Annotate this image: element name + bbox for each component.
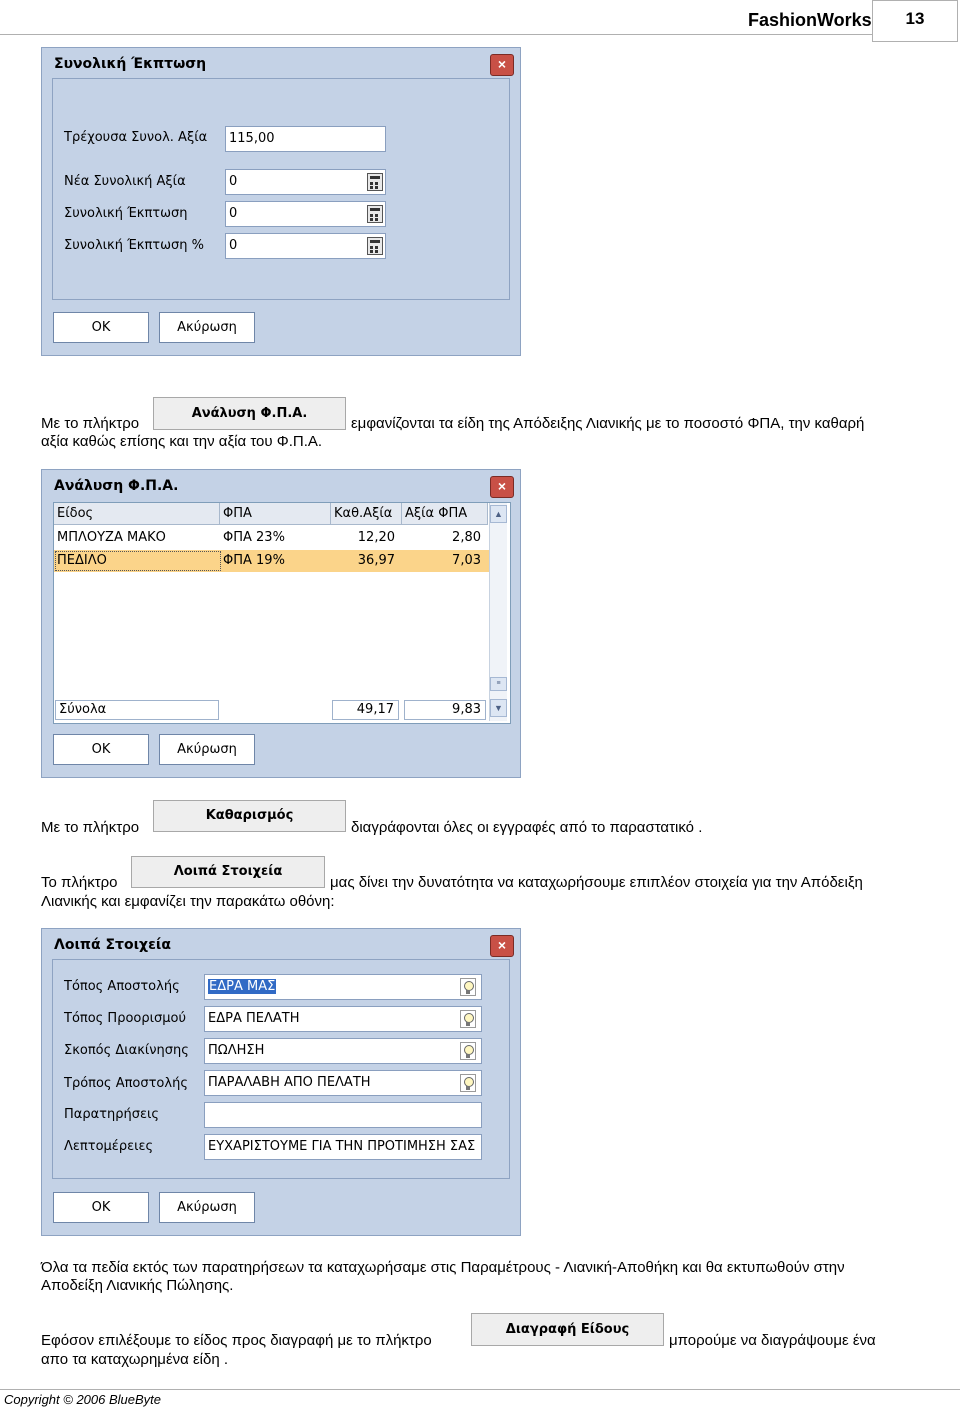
close-icon[interactable]: ×	[490, 935, 514, 957]
remarks-field[interactable]	[204, 1102, 482, 1128]
calculator-icon[interactable]	[367, 173, 383, 191]
lightbulb-icon[interactable]	[460, 1074, 476, 1092]
delete-item-button[interactable]: Διαγραφή Είδους	[471, 1313, 664, 1346]
vat-grid	[53, 502, 511, 724]
other-details-button[interactable]: Λοιπά Στοιχεία	[131, 856, 325, 888]
table-row[interactable]	[54, 527, 489, 549]
other-details-dialog	[41, 928, 521, 1236]
table-cell: ΦΠΑ 19%	[223, 553, 285, 568]
page-number: 13	[872, 0, 958, 42]
shipping-method-label: Τρόπος Αποστολής	[64, 1076, 188, 1091]
vat-analysis-dialog	[41, 469, 521, 778]
vertical-scrollbar[interactable]	[489, 503, 507, 721]
total-discount-field[interactable]: 0	[225, 201, 386, 227]
paragraph-other-before: Το πλήκτρο	[41, 874, 118, 891]
movement-purpose-field[interactable]: ΠΩΛΗΣΗ	[204, 1038, 482, 1064]
lightbulb-icon[interactable]	[460, 1042, 476, 1060]
paragraph-clear-before: Με το πλήκτρο	[41, 819, 140, 836]
calculator-icon[interactable]	[367, 205, 383, 223]
column-header-item[interactable]: Είδος	[54, 503, 220, 525]
paragraph-other-after: μας δίνει την δυνατότητα να καταχωρήσουμε επιπλέον στοιχεία για την Απόδειξη	[330, 874, 863, 891]
ok-button[interactable]: OK	[53, 1192, 149, 1223]
paragraph-other-line2: Λιανικής και εμφανίζει την παρακάτω οθόνη:	[41, 893, 335, 910]
totals-label: Σύνολα	[55, 700, 219, 720]
close-icon[interactable]: ×	[490, 476, 514, 498]
copyright: Copyright © 2006 BlueByte	[4, 1392, 162, 1407]
current-total-label: Τρέχουσα Συνολ. Αξία	[64, 130, 208, 145]
scroll-down-icon[interactable]: ▼	[490, 699, 507, 717]
dispatch-place-field[interactable]	[204, 974, 482, 1000]
selected-text: ΕΔΡΑ ΜΑΣ	[209, 979, 276, 994]
lightbulb-icon[interactable]	[460, 1010, 476, 1028]
column-header-vat-value[interactable]: Αξία ΦΠΑ	[402, 503, 488, 525]
cancel-button[interactable]: Ακύρωση	[159, 734, 255, 765]
paragraph-vat-line2: αξία καθώς επίσης και την αξία του Φ.Π.Α.	[41, 433, 323, 450]
cancel-button[interactable]: Ακύρωση	[159, 312, 255, 343]
table-cell: ΠΕΔΙΛΟ	[57, 553, 107, 568]
table-cell: 7,03	[452, 553, 481, 568]
total-discount-percent-field[interactable]: 0	[225, 233, 386, 259]
dialog-title: Ανάλυση Φ.Π.Α.	[54, 478, 179, 494]
paragraph-vat-after: εμφανίζονται τα είδη της Απόδειξης Λιανικής με το ποσοστό ΦΠΑ, την καθαρή	[351, 415, 865, 432]
lightbulb-icon[interactable]	[460, 978, 476, 996]
table-cell: ΦΠΑ 23%	[223, 530, 285, 545]
new-total-field[interactable]: 0	[225, 169, 386, 195]
scroll-thumb[interactable]: ≡	[490, 677, 507, 691]
column-header-net-value[interactable]: Καθ.Αξία	[331, 503, 402, 525]
totals-vat-value: 9,83	[404, 700, 486, 720]
movement-purpose-label: Σκοπός Διακίνησης	[64, 1043, 189, 1058]
total-discount-percent-label: Συνολική Έκπτωση %	[64, 238, 204, 253]
document-title: FashionWorks	[748, 10, 872, 30]
details-label: Λεπτομέρειες	[64, 1139, 154, 1154]
paragraph-delete-after: μπορούμε να διαγράψουμε ένα	[669, 1332, 876, 1349]
paragraph-vat-before: Με το πλήκτρο	[41, 415, 140, 432]
paragraph-delete-line2: απο τα καταχωρημένα είδη .	[41, 1351, 229, 1368]
ok-button[interactable]: OK	[53, 312, 149, 343]
current-total-field[interactable]: 115,00	[225, 126, 386, 152]
shipping-method-field[interactable]: ΠΑΡΑΛΑΒΗ ΑΠΟ ΠΕΛΑΤΗ	[204, 1070, 482, 1096]
destination-place-label: Τόπος Προορισμού	[64, 1011, 187, 1026]
table-cell: ΜΠΛΟΥΖΑ ΜΑΚΟ	[57, 530, 166, 545]
column-header-vat[interactable]: ΦΠΑ	[220, 503, 331, 525]
header-divider	[0, 34, 872, 35]
table-row-selected[interactable]	[54, 550, 489, 572]
destination-place-field[interactable]: ΕΔΡΑ ΠΕΛΑΤΗ	[204, 1006, 482, 1032]
remarks-label: Παρατηρήσεις	[64, 1107, 160, 1122]
total-discount-label: Συνολική Έκπτωση	[64, 206, 188, 221]
dialog-title: Συνολική Έκπτωση	[54, 56, 207, 72]
totals-net-value: 49,17	[332, 700, 399, 720]
table-cell: 36,97	[357, 553, 395, 568]
details-field[interactable]: ΕΥΧΑΡΙΣΤΟΥΜΕ ΓΙΑ ΤΗΝ ΠΡΟΤΙΜΗΣΗ ΣΑΣ	[204, 1134, 482, 1160]
calculator-icon[interactable]	[367, 237, 383, 255]
clear-button[interactable]: Καθαρισμός	[153, 800, 346, 832]
vat-analysis-button[interactable]: Ανάλυση Φ.Π.Α.	[153, 397, 346, 430]
new-total-label: Νέα Συνολική Αξία	[64, 174, 186, 189]
footer-divider	[0, 1389, 960, 1390]
table-cell: 2,80	[452, 530, 481, 545]
scroll-up-icon[interactable]: ▲	[490, 505, 507, 523]
paragraph-delete-before: Εφόσον επιλέξουμε το είδος προς διαγραφή με το πλήκτρο	[41, 1332, 432, 1349]
paragraph-clear-after: διαγράφονται όλες οι εγγραφές από το παραστατικό .	[351, 819, 703, 836]
ok-button[interactable]: OK	[53, 734, 149, 765]
dispatch-place-label: Τόπος Αποστολής	[64, 979, 180, 994]
paragraph-fields-line2: Αποδείξη Λιανικής Πώλησης.	[41, 1277, 234, 1294]
cancel-button[interactable]: Ακύρωση	[159, 1192, 255, 1223]
close-icon[interactable]: ×	[490, 54, 514, 76]
table-cell: 12,20	[357, 530, 395, 545]
dialog-title: Λοιπά Στοιχεία	[54, 937, 171, 953]
paragraph-fields-line1: Όλα τα πεδία εκτός των παρατηρήσεων τα καταχωρήσαμε στις Παραμέτρους - Λιανική-Αποθήκη και θα εκτυπωθούν στην	[41, 1259, 845, 1276]
total-discount-dialog	[41, 47, 521, 356]
